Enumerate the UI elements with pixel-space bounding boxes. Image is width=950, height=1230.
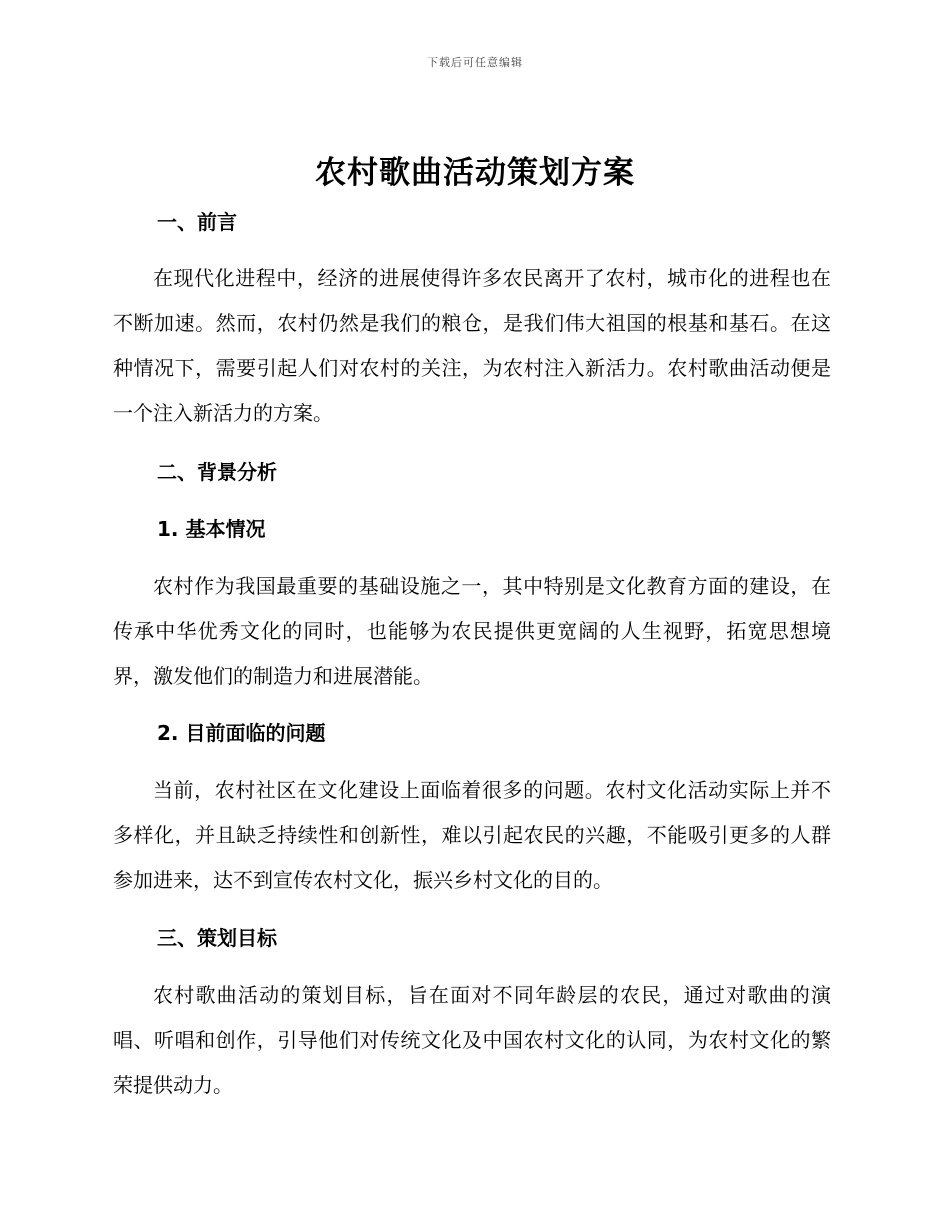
subsection-heading-problems: 2. 目前面临的问题 [157, 721, 326, 745]
section-heading-goals: 三、策划目标 [157, 926, 277, 950]
section-heading-preface: 一、前言 [157, 210, 237, 234]
header-note: 下载后可任意编辑 [427, 56, 523, 69]
document-title: 农村歌曲活动策划方案 [315, 155, 635, 191]
subsection-heading-basic: 1. 基本情况 [157, 517, 266, 541]
paragraph-basic: 农村作为我国最重要的基础设施之一，其中特别是文化教育方面的建设，在传承中华优秀文化的同时，也能够为农民提供更宽阔的人生视野，拓宽思想境界，激发他们的制造力和进展潜能。 [113, 574, 831, 688]
paragraph-problems: 当前，农村社区在文化建设上面临着很多的问题。农村文化活动实际上并不多样化，并且缺乏持续性和创新性，难以引起农民的兴趣，不能吸引更多的人群参加进来，达不到宣传农村文化，振兴乡村文化的目的。 [113, 778, 831, 892]
paragraph-goals: 农村歌曲活动的策划目标，旨在面对不同年龄层的农民，通过对歌曲的演唱、听唱和创作，引导他们对传统文化及中国农村文化的认同，为农村文化的繁荣提供动力。 [113, 983, 831, 1097]
paragraph-preface: 在现代化进程中，经济的进展使得许多农民离开了农村，城市化的进程也在不断加速。然而，农村仍然是我们的粮仓，是我们伟大祖国的根基和基石。在这种情况下，需要引起人们对农村的关注，为农村注入新活力。农村歌曲活动便是一个注入新活力的方案。 [113, 266, 831, 425]
section-heading-background: 二、背景分析 [157, 460, 277, 484]
